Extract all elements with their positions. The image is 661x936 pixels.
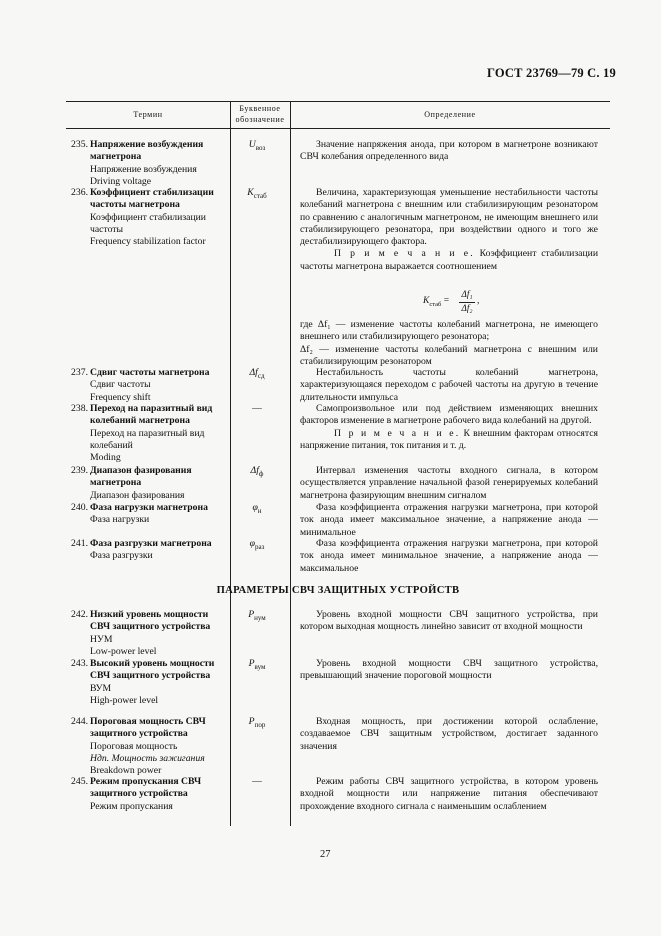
- formula-denominator: Δf₂: [461, 303, 473, 313]
- term-title: Напряжение возбуждения магнетрона: [90, 139, 204, 163]
- term-english: Driving voltage: [90, 175, 152, 187]
- definition: [300, 367, 598, 404]
- definition: [300, 502, 598, 539]
- entry-number: 245.: [71, 776, 88, 787]
- entry-number: 239.: [71, 465, 88, 476]
- term-synonym: Пороговая мощность: [90, 740, 178, 752]
- where-line: Δf₂ — изменение частоты колебаний магнетрона с внешним или стабилизирующим резонатором: [300, 343, 598, 367]
- term: [90, 609, 220, 658]
- definition: [300, 609, 598, 634]
- term-synonym: Фаза разгрузки: [90, 550, 153, 562]
- term-synonym: Фаза нагрузки: [90, 514, 150, 526]
- term: [90, 367, 220, 404]
- note: [300, 248, 598, 273]
- entry-number: 238.: [71, 403, 88, 414]
- term-title: Переход на паразитный вид колебаний магнетрона: [90, 403, 213, 427]
- term-title: Диапазон фазирования магнетрона: [90, 465, 192, 489]
- term: [90, 776, 220, 813]
- formula-comma: ,: [477, 296, 480, 306]
- column-header-symbol: Буквенное обозначение: [235, 104, 285, 124]
- term-english: Moding: [90, 452, 121, 464]
- column-divider: [230, 101, 231, 826]
- term-deprecated: Ндп. Мощность зажигания: [90, 752, 205, 764]
- definition: [300, 538, 598, 575]
- definition: [300, 403, 598, 452]
- definition-text: Режим работы СВЧ защитного устройства, в котором уровень входной мощности или напряжение питания обеспечивают прохождение входного сигнала с наименьшим ослаблением: [300, 776, 598, 812]
- definition-text: Фаза коэффициента отражения нагрузки магнетрона, при которой ток анода имеет максимальное значение, а напряжение анода — минимальное: [300, 502, 598, 538]
- term: [90, 502, 220, 527]
- definition-text: Самопроизвольное или под действием изменяющих внешних факторов изменение в магнетроне рабочего вида колебаний на другой.: [300, 403, 598, 427]
- formula-numerator: Δf₁: [461, 289, 473, 299]
- definition: [300, 658, 598, 683]
- term: [90, 187, 220, 248]
- entry-number: 240.: [71, 502, 88, 513]
- symbol: $P_{нум}$: [248, 609, 266, 622]
- symbol: —: [252, 776, 262, 787]
- symbol: $P_{вум}$: [248, 658, 266, 671]
- definition-text: Величина, характеризующая уменьшение нестабильности частоты колебаний магнетрона с внешним или стабилизирующим резонатором по сравнению с аналогичным магнетроном, не имеющим внешнего или стабилизирующего резонатора, при воздействии одного и того же дестабилизирующего фактора.: [300, 187, 598, 248]
- term-title: Сдвиг частоты магнетрона: [90, 367, 210, 378]
- term: [90, 139, 220, 188]
- definition-text: Уровень входной мощности СВЧ защитного устройства, при котором выходная мощность линейно зависит от входной мощности: [300, 609, 598, 633]
- where-line: где Δf₁ — изменение частоты колебаний магнетрона, не имеющего внешнего или стабилизирующего резонатора;: [300, 319, 598, 343]
- note-text: К внешним факторам относятся напряжение питания, ток питания и т. д.: [300, 427, 598, 451]
- term: [90, 716, 220, 777]
- definition: [300, 716, 598, 753]
- column-header-definition: Определение: [424, 110, 476, 119]
- term: [90, 538, 220, 563]
- symbol: $\Delta f_ф$: [250, 465, 264, 478]
- term-title: Низкий уровень мощности СВЧ защитного устройства: [90, 609, 211, 633]
- entry-number: 241.: [71, 538, 88, 549]
- section-heading: ПАРАМЕТРЫ СВЧ ЗАЩИТНЫХ УСТРОЙСТВ: [216, 585, 460, 596]
- entry-number: 236.: [71, 187, 88, 198]
- term-english: Low-power level: [90, 645, 157, 657]
- term-synonym: Диапазон фазирования: [90, 489, 185, 501]
- symbol: $\varphi_{раз}$: [249, 538, 265, 551]
- term: [90, 403, 220, 464]
- term-synonym: Режим пропускания: [90, 800, 173, 812]
- page-header: ГОСТ 23769—79 С. 19: [487, 66, 616, 80]
- definition: [300, 465, 598, 502]
- entry-number: 243.: [71, 658, 88, 669]
- symbol: $U_{воз}$: [248, 139, 266, 152]
- term-english: Frequency shift: [90, 391, 151, 403]
- entry-number: 235.: [71, 139, 88, 150]
- term-title: Режим пропускания СВЧ защитного устройства: [90, 776, 202, 800]
- table-top-rule: [66, 101, 610, 102]
- definition-text: Нестабильность частоты колебаний магнетрона, характеризующаяся переходом с рабочей частоты на другую в течение длительности импульса: [300, 367, 598, 403]
- note-text: Коэффициент стабилизации частоты магнетрона выражается соотношением: [300, 248, 599, 272]
- definition: [300, 776, 598, 813]
- symbol: $\varphi_н$: [252, 502, 262, 515]
- entry-number: 242.: [71, 609, 88, 620]
- definition-text: Входная мощность, при достижении которой ослабление, создаваемое СВЧ защитным устройством, достигает заданного значения: [300, 716, 598, 752]
- term-english: High-power level: [90, 694, 159, 706]
- definition-text: Значение напряжения анода, при котором в магнетроне возникают СВЧ колебания определенного вида: [300, 139, 598, 163]
- table-head-rule: [66, 128, 610, 129]
- term-title: Фаза разгрузки магнетрона: [90, 538, 212, 549]
- column-header-term: Термин: [133, 110, 163, 119]
- symbol: $\Delta f_{сд}$: [249, 367, 265, 380]
- entry-number: 244.: [71, 716, 88, 727]
- term-english: Frequency stabilization factor: [90, 236, 206, 248]
- symbol: $K_{стаб}$: [247, 187, 267, 200]
- column-divider: [290, 101, 291, 826]
- page-number: 27: [320, 849, 331, 860]
- term-synonym: Коэффициент стабилизации частоты: [90, 211, 206, 235]
- term-title: Высокий уровень мощности СВЧ защитного устройства: [90, 658, 215, 682]
- entry-number: 237.: [71, 367, 88, 378]
- term-synonym: Сдвиг частоты: [90, 379, 151, 391]
- symbol: $P_{пор}$: [248, 716, 266, 729]
- symbol: —: [252, 403, 262, 414]
- term-abbreviation: ВУМ: [90, 682, 112, 694]
- term-synonym: Напряжение возбуждения: [90, 163, 197, 175]
- term-title: Фаза нагрузки магнетрона: [90, 502, 208, 513]
- note: [300, 428, 598, 453]
- term: [90, 465, 220, 502]
- term-title: Коэффициент стабилизации частоты магнетрона: [90, 187, 214, 211]
- note-label: П р и м е ч а н и е.: [334, 248, 475, 260]
- definition-text: Фаза коэффициента отражения нагрузки магнетрона, при которой ток анода имеет минимальное значение, а напряжение анода — максимальное: [300, 538, 598, 574]
- term: [90, 658, 220, 707]
- note-label: П р и м е ч а н и е.: [334, 427, 461, 439]
- definition-text: Уровень входной мощности СВЧ защитного устройства, превышающий значение пороговой мощности: [300, 658, 598, 682]
- definition: [300, 139, 598, 164]
- formula: $K_{стаб}$ =: [423, 296, 450, 308]
- term-synonym: Переход на паразитный вид колебаний: [90, 427, 205, 451]
- definition: [300, 187, 598, 273]
- definition-text: Интервал изменения частоты входного сигнала, в котором осуществляется управление начальной фазой генерируемых колебаний магнетрона фазирующим внешним сигналом: [300, 465, 598, 501]
- term-english: Breakdown power: [90, 765, 162, 777]
- term-abbreviation: НУМ: [90, 633, 113, 645]
- term-title: Пороговая мощность СВЧ защитного устройства: [90, 716, 206, 740]
